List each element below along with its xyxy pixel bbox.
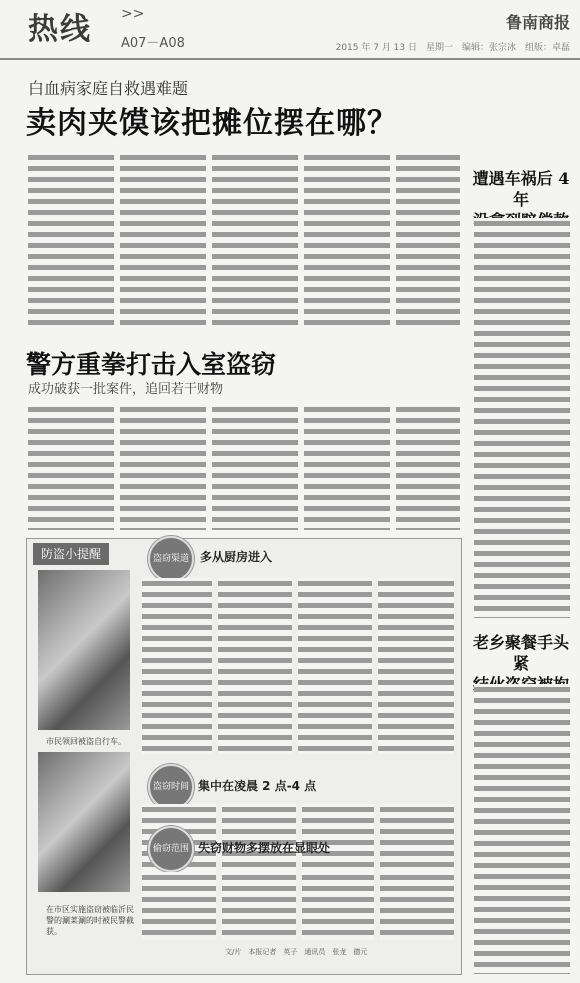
tips-tag: 防盗小提醒 xyxy=(33,543,109,565)
section-title: 热线 xyxy=(28,12,92,47)
story2-body-col-3 xyxy=(212,404,298,530)
sidebar-story2-headline-line1: 老乡聚餐手头紧 xyxy=(472,633,569,673)
tip2-heading: 集中在凌晨 2 点-4 点 xyxy=(198,779,317,793)
story2-headline: 警方重拳打击入室盗窃 xyxy=(26,350,277,379)
story1-body-col-2 xyxy=(120,152,206,328)
story2-subtitle: 成功破获一批案件，追回若干财物 xyxy=(28,382,224,397)
tip3-body-col-4 xyxy=(380,872,454,940)
badge-theft-scope xyxy=(148,826,194,872)
badge-theft-time-label: 盗窃时间 xyxy=(152,781,189,792)
photo-bicycles xyxy=(38,570,130,730)
story1-kicker: 白血病家庭自救遇难题 xyxy=(28,79,189,98)
tip1-body-col-1 xyxy=(142,578,212,754)
tip3-body-col-2 xyxy=(222,872,296,940)
story1-body-col-1 xyxy=(28,152,114,328)
sidebar-story2-body xyxy=(474,684,570,974)
tip1-body-col-3 xyxy=(298,578,372,754)
sidebar-story1-headline-line1: 遭遇车祸后 4 年 xyxy=(472,169,570,209)
issue-meta: 2015 年 7 月 13 日 星期一 编辑：张宗冰 组版：卓磊 xyxy=(335,43,570,53)
story2-body-col-1 xyxy=(28,404,114,530)
badge-theft-scope-label: 偷窃范围 xyxy=(152,843,189,854)
story1-body-col-3 xyxy=(212,152,298,328)
story2-body-col-4 xyxy=(304,404,390,530)
tip3-body-col-3 xyxy=(302,872,374,940)
sidebar-story1-body xyxy=(474,218,570,618)
header-divider xyxy=(0,58,580,60)
chevron-icon: >> xyxy=(121,6,145,22)
box-credit: 文/片 本报记者 英子 通讯员 张龙 德元 xyxy=(225,948,368,956)
page-header xyxy=(0,0,580,60)
tip3-heading: 失窃财物多摆放在显眼处 xyxy=(198,841,331,855)
story2-body-col-5 xyxy=(396,404,460,530)
newspaper-brand: 鲁南商报 xyxy=(505,13,570,32)
tip3-body-col-1 xyxy=(142,872,216,940)
story1-headline: 卖肉夹馍该把摊位摆在哪？ xyxy=(26,106,398,141)
story1-body-col-4 xyxy=(304,152,390,328)
story2-body-col-2 xyxy=(120,404,206,530)
page-range: A07－A08 xyxy=(121,36,185,51)
tip2-body-col-4 xyxy=(380,804,454,878)
badge-theft-channel xyxy=(148,536,194,582)
photo2-caption: 在市区实施盗窃被临沂民警的涮菜涮的时被民警截获。 xyxy=(46,905,134,936)
badge-theft-channel-label: 盗窃渠道 xyxy=(152,553,189,564)
tip1-heading: 多从厨房进入 xyxy=(200,550,273,564)
tip1-body-col-4 xyxy=(378,578,454,754)
story1-body-col-5 xyxy=(396,152,460,328)
photo1-caption: 市民领回被盗自行车。 xyxy=(46,737,126,746)
photo-suspect-caught xyxy=(38,752,130,892)
tip1-body-col-2 xyxy=(218,578,292,754)
